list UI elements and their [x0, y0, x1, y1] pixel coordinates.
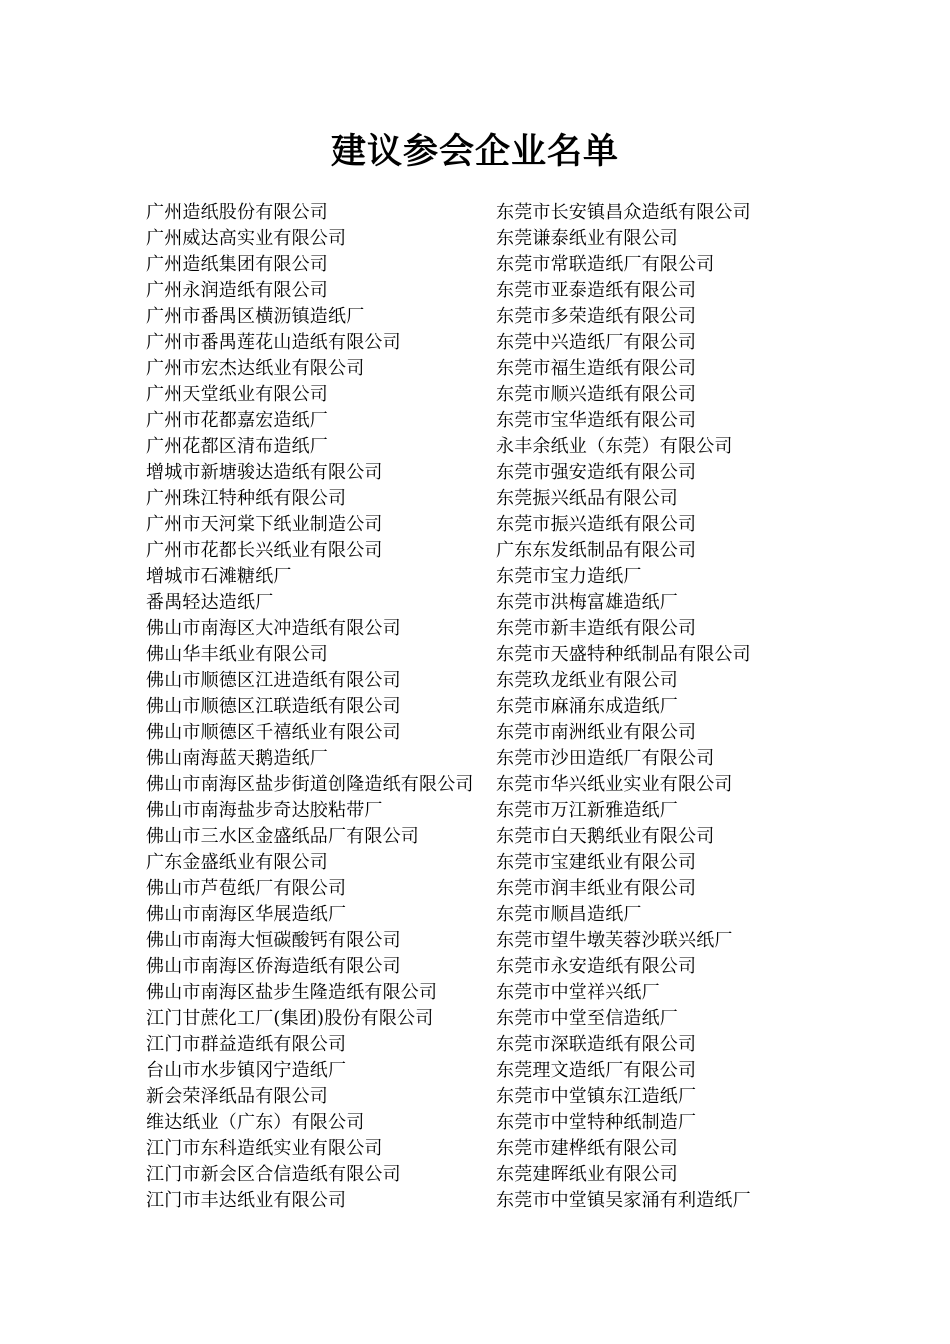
- company-name: 东莞市中堂镇吴家涌有利造纸厂: [496, 1190, 751, 1211]
- company-name: 广州天堂纸业有限公司: [146, 384, 328, 405]
- company-name: 东莞理文造纸厂有限公司: [496, 1060, 697, 1081]
- company-name: 东莞市长安镇昌众造纸有限公司: [496, 202, 751, 223]
- page-title: 建议参会企业名单: [330, 131, 619, 172]
- company-name: 江门市东科造纸实业有限公司: [146, 1138, 383, 1159]
- company-name: 东莞市中堂镇东江造纸厂: [496, 1086, 697, 1107]
- company-name: 增城市新塘骏达造纸有限公司: [146, 462, 383, 483]
- company-name: 番禺轻达造纸厂: [146, 592, 274, 613]
- company-name: 维达纸业（广东）有限公司: [146, 1112, 365, 1133]
- company-name: 佛山市南海盐步奇达胶粘带厂: [146, 800, 383, 821]
- company-name: 东莞市建桦纸有限公司: [496, 1138, 678, 1159]
- company-name: 东莞谦泰纸业有限公司: [496, 228, 678, 249]
- company-name: 佛山市顺德区千禧纸业有限公司: [146, 722, 401, 743]
- company-name: 佛山南海蓝天鹅造纸厂: [146, 748, 328, 769]
- company-name: 东莞市福生造纸有限公司: [496, 358, 697, 379]
- company-name: 广州市花都嘉宏造纸厂: [146, 410, 328, 431]
- company-name: 东莞市深联造纸有限公司: [496, 1034, 697, 1055]
- company-name: 东莞市宝华造纸有限公司: [496, 410, 697, 431]
- company-name: 东莞市顺昌造纸厂: [496, 904, 642, 925]
- company-name: 广州市天河棠下纸业制造公司: [146, 514, 383, 535]
- company-name: 东莞市振兴造纸有限公司: [496, 514, 697, 535]
- company-name: 佛山市南海大恒碳酸钙有限公司: [146, 930, 401, 951]
- company-name: 东莞市麻涌东成造纸厂: [496, 696, 678, 717]
- company-name: 东莞市宝建纸业有限公司: [496, 852, 697, 873]
- company-name: 东莞中兴造纸厂有限公司: [496, 332, 697, 353]
- company-name: 东莞市润丰纸业有限公司: [496, 878, 697, 899]
- company-name: 东莞市白天鹅纸业有限公司: [496, 826, 715, 847]
- company-name: 广州市花都长兴纸业有限公司: [146, 540, 383, 561]
- company-name: 东莞市中堂特种纸制造厂: [496, 1112, 697, 1133]
- company-name: 佛山市南海区盐步街道创隆造纸有限公司: [146, 774, 474, 795]
- company-name: 台山市水步镇冈宁造纸厂: [146, 1060, 347, 1081]
- company-name: 东莞玖龙纸业有限公司: [496, 670, 678, 691]
- company-name: 广州市番禺区横沥镇造纸厂: [146, 306, 365, 327]
- company-name: 增城市石滩糖纸厂: [146, 566, 292, 587]
- company-name: 佛山市南海区大冲造纸有限公司: [146, 618, 401, 639]
- company-name: 东莞市南洲纸业有限公司: [496, 722, 697, 743]
- company-name: 东莞市亚泰造纸有限公司: [496, 280, 697, 301]
- left-company-list: [146, 200, 494, 1214]
- company-name: 广州威达高实业有限公司: [146, 228, 347, 249]
- company-name: 广州市宏杰达纸业有限公司: [146, 358, 365, 379]
- company-name: 东莞市万江新雅造纸厂: [496, 800, 678, 821]
- company-name: 东莞市多荣造纸有限公司: [496, 306, 697, 327]
- company-name: 江门市群益造纸有限公司: [146, 1034, 347, 1055]
- company-name: 江门市新会区合信造纸有限公司: [146, 1164, 401, 1185]
- company-name: 广州花都区清布造纸厂: [146, 436, 328, 457]
- company-name: 广州市番禺莲花山造纸有限公司: [146, 332, 401, 353]
- company-name: 江门甘蔗化工厂(集团)股份有限公司: [146, 1008, 434, 1029]
- company-name: 东莞市常联造纸厂有限公司: [496, 254, 715, 275]
- company-name: 东莞建晖纸业有限公司: [496, 1164, 678, 1185]
- company-name: 东莞市顺兴造纸有限公司: [496, 384, 697, 405]
- company-name: 广州造纸股份有限公司: [146, 202, 328, 223]
- company-name: 佛山市南海区侨海造纸有限公司: [146, 956, 401, 977]
- company-name: 广东东发纸制品有限公司: [496, 540, 697, 561]
- company-name: 新会荣泽纸品有限公司: [146, 1086, 328, 1107]
- company-name: 佛山市顺德区江联造纸有限公司: [146, 696, 401, 717]
- company-name: 东莞市华兴纸业实业有限公司: [496, 774, 733, 795]
- company-name: 广东金盛纸业有限公司: [146, 852, 328, 873]
- company-name: 东莞市沙田造纸厂有限公司: [496, 748, 715, 769]
- company-name: 东莞市永安造纸有限公司: [496, 956, 697, 977]
- right-company-list: [496, 200, 796, 1214]
- company-name: 东莞振兴纸品有限公司: [496, 488, 678, 509]
- company-name: 佛山市南海区华展造纸厂: [146, 904, 347, 925]
- company-name: 东莞市天盛特种纸制品有限公司: [496, 644, 751, 665]
- company-name: 东莞市望牛墩芙蓉沙联兴纸厂: [496, 930, 733, 951]
- company-name: 佛山市顺德区江进造纸有限公司: [146, 670, 401, 691]
- company-name: 永丰余纸业（东莞）有限公司: [496, 436, 733, 457]
- company-name: 广州珠江特种纸有限公司: [146, 488, 347, 509]
- company-name: 东莞市宝力造纸厂: [496, 566, 642, 587]
- company-name: 佛山市南海区盐步生隆造纸有限公司: [146, 982, 438, 1003]
- company-name: 东莞市新丰造纸有限公司: [496, 618, 697, 639]
- company-name: 佛山华丰纸业有限公司: [146, 644, 328, 665]
- company-name: 东莞市洪梅富雄造纸厂: [496, 592, 678, 613]
- company-name: 广州永润造纸有限公司: [146, 280, 328, 301]
- company-name: 佛山市芦苞纸厂有限公司: [146, 878, 347, 899]
- company-name: 江门市丰达纸业有限公司: [146, 1190, 347, 1211]
- company-name: 广州造纸集团有限公司: [146, 254, 328, 275]
- company-name: 东莞市中堂祥兴纸厂: [496, 982, 660, 1003]
- company-name: 佛山市三水区金盛纸品厂有限公司: [146, 826, 419, 847]
- company-name: 东莞市强安造纸有限公司: [496, 462, 697, 483]
- company-name: 东莞市中堂至信造纸厂: [496, 1008, 678, 1029]
